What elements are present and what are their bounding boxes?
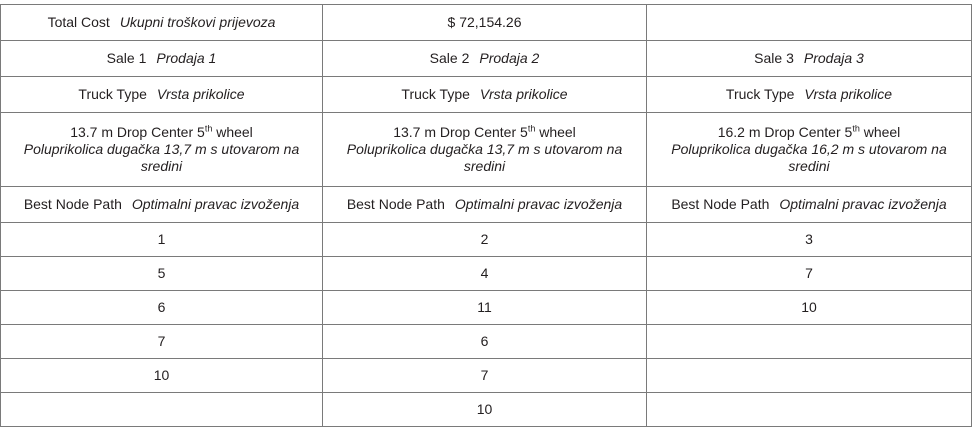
ordinal-suffix: th [852, 123, 860, 134]
truck-description-hr: Poluprikolica dugačka 16,2 m s utovarom na sredini [671, 141, 947, 174]
truck-description-hr: Poluprikolica dugačka 13,7 m s utovarom na sredini [346, 141, 623, 174]
sale-name-hr: Prodaja 3 [803, 50, 864, 66]
path-node-cell: 7 [323, 359, 647, 393]
path-node-cell: 7 [1, 325, 323, 359]
path-label: Best Node Path [671, 196, 770, 212]
path-node-cell: 7 [647, 257, 972, 291]
truck-description-cell [647, 113, 972, 187]
path-label-hr: Optimalni pravac izvoženja [131, 196, 300, 212]
path-node-cell: 4 [323, 257, 647, 291]
path-node-cell: 5 [1, 257, 323, 291]
path-node-cell [647, 393, 972, 427]
path-node-cell: 10 [1, 359, 323, 393]
truck-description-text: wheel [859, 124, 901, 140]
total-cost-row [1, 5, 972, 41]
path-node-row [1, 291, 972, 325]
path-label-cell [647, 187, 972, 223]
path-node-row [1, 359, 972, 393]
sale-name: Sale 3 [754, 50, 794, 66]
truck-type-label: Truck Type [725, 86, 795, 102]
path-node-row [1, 223, 972, 257]
ordinal-suffix: th [527, 123, 536, 134]
truck-type-label-hr: Vrsta prikolice [156, 86, 245, 102]
total-cost-label: Total Cost [47, 14, 110, 30]
sales-table [0, 4, 972, 427]
truck-description-text: 13.7 m Drop Center 5 [393, 124, 528, 140]
truck-description-cell [1, 113, 323, 187]
path-node-cell: 11 [323, 291, 647, 325]
path-node-cell: 6 [323, 325, 647, 359]
path-node-cell [1, 393, 323, 427]
truck-type-row [1, 77, 972, 113]
path-node-cell: 3 [647, 223, 972, 257]
path-node-cell: 2 [323, 223, 647, 257]
truck-description-text: 16.2 m Drop Center 5 [717, 124, 853, 140]
total-cost-value-cell [323, 5, 647, 41]
path-node-row [1, 393, 972, 427]
sale-name: Sale 1 [106, 50, 147, 66]
sale-name-row [1, 41, 972, 77]
path-node-cell [647, 325, 972, 359]
path-label: Best Node Path [23, 196, 122, 212]
truck-type-label-hr: Vrsta prikolice [804, 86, 893, 102]
path-node-cell: 1 [1, 223, 323, 257]
truck-type-label: Truck Type [401, 86, 470, 102]
truck-type-label: Truck Type [78, 86, 147, 102]
path-label-cell [323, 187, 647, 223]
path-label: Best Node Path [346, 196, 445, 212]
truck-type-label-hr: Vrsta prikolice [479, 86, 568, 102]
truck-description-text: 13.7 m Drop Center 5 [70, 124, 205, 140]
truck-description [7, 124, 316, 141]
sale-name-hr: Prodaja 1 [156, 50, 217, 66]
sale-1-name-cell [1, 41, 323, 77]
truck-type-cell [323, 77, 647, 113]
path-label-hr: Optimalni pravac izvoženja [454, 196, 623, 212]
best-node-path-header-row [1, 187, 972, 223]
sale-2-name-cell [323, 41, 647, 77]
total-cost-label-cell [1, 5, 323, 41]
total-cost-label-hr: Ukupni troškovi prijevoza [119, 14, 276, 30]
truck-description [329, 124, 640, 141]
truck-description [653, 124, 965, 141]
total-cost-value: $ 72,154.26 [447, 14, 522, 30]
path-node-row [1, 325, 972, 359]
truck-description-hr: Poluprikolica dugačka 13,7 m s utovarom na sredini [23, 141, 300, 174]
truck-description-row [1, 113, 972, 187]
truck-description-cell [323, 113, 647, 187]
truck-type-cell [647, 77, 972, 113]
path-node-cell: 6 [1, 291, 323, 325]
ordinal-suffix: th [204, 123, 213, 134]
truck-description-text: wheel [212, 124, 253, 140]
path-node-row [1, 257, 972, 291]
sale-3-name-cell [647, 41, 972, 77]
path-label-cell [1, 187, 323, 223]
empty-cell [647, 5, 972, 41]
truck-type-cell [1, 77, 323, 113]
sale-name-hr: Prodaja 2 [479, 50, 540, 66]
path-node-cell [647, 359, 972, 393]
path-node-cell: 10 [647, 291, 972, 325]
truck-description-text: wheel [535, 124, 576, 140]
path-label-hr: Optimalni pravac izvoženja [779, 196, 947, 212]
sale-name: Sale 2 [429, 50, 470, 66]
path-node-cell: 10 [323, 393, 647, 427]
